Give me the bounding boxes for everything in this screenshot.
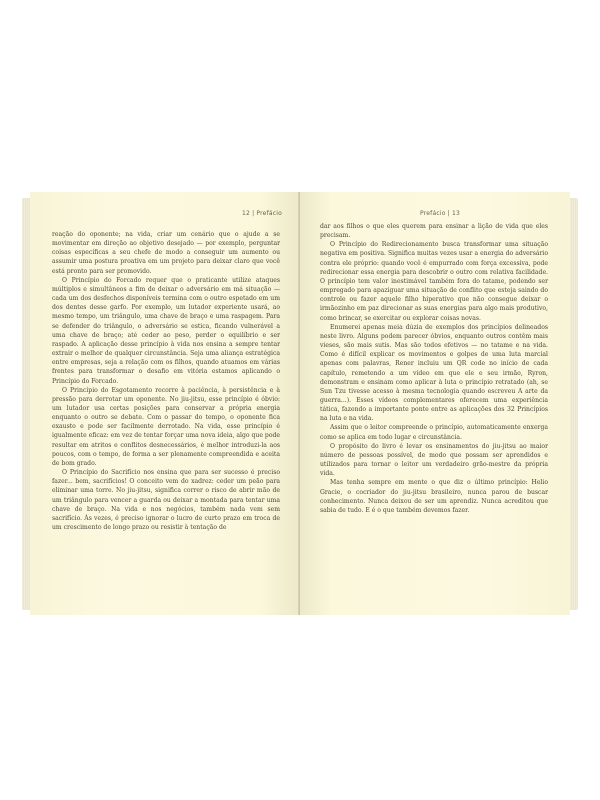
right-page-text bbox=[320, 222, 548, 515]
right-page-header: Prefácio | 13 bbox=[420, 210, 461, 217]
paragraph: dar aos filhos o que eles querem para ensinar a lição de vida que eles precisam. bbox=[320, 223, 548, 240]
paragraph: O Princípio do Forcado requer que o praticante utilize ataques múltiplos e simultâneos a fim de deixar o adversário em má situação — cada um dos desfechos disponíveis termina com o outro espetado em um dos dentes desse garfo. Por exemplo, um lutador experiente usará, ao mesmo tempo, um triângulo, uma chave de braço e uma raspagem. Para se defender do triângulo, o adversário se estica, ficando vulnerável a uma chave de braço; até ceder ao peso, perder o equilíbrio e ser raspado. A aplicação desse princípio à vida nos ensina a sempre tentar extrair o melhor de qualquer circunstância. Seja uma aliança estratégica entre empresas, seja a relação com os filhos, quando atuamos em várias frentes para transformar o desafio em vitória estamos aplicando o Princípio do Forcado. bbox=[52, 276, 280, 385]
paragraph: Enumerei apenas meia dúzia de exemplos dos princípios delineados neste livro. Alguns podem parecer óbvios, enquanto outros contêm mais vieses, são mais sutis. Mas são todos efetivos — no tatame e na vida. Como é difícil explicar os movimentos e golpes de uma luta marcial apenas com palavras, Rener incluiu um QR code no início de cada capítulo, remetendo a um vídeo em que ele e seu irmão, Ryron, demonstram e ensinam como aplicar à luta o princípio retratado (ah, se Sun Tzu tivesse acesso à mesma tecnologia quando escreveu A arte da guerra...). Esses vídeos complementares oferecem uma experiência tática, fazendo a importante ponte entre as aplicações dos 32 Princípios na luta e na vida. bbox=[320, 323, 548, 423]
page-edges-left bbox=[22, 198, 30, 610]
open-book bbox=[22, 192, 578, 615]
right-page bbox=[300, 192, 570, 615]
paragraph: O Princípio do Redirecionamento busca transformar uma situação negativa em positiva. Significa muitas vezes usar a energia do adversário contra ele próprio: quando você é empurrado com força excessiva, pode redirecionar essa energia para descobrir o outro com relativa facilidade. O princípio tem valor inestimável também fora do tatame, podendo ser empregado para apaziguar uma situação de conflito que esteja saindo do controle ou fazer aquele filho hiperativo que não consegue deixar o irmãozinho em paz direcionar as suas energias para algo mais produtivo, como brincar, se exercitar ou explorar coisas novas. bbox=[320, 241, 548, 322]
paragraph: Mas tenha sempre em mente o que diz o último princípio: Helio Gracie, o cocriador do jiu-jitsu brasileiro, nunca parou de buscar conhecimento. Nunca deixou de ser um aprendiz. Nunca acreditou que sabia de tudo. E é o que também devemos fazer. bbox=[320, 479, 548, 514]
paragraph: O propósito do livro é levar os ensinamentos do jiu-jitsu ao maior número de pessoas possível, de modo que possam ser aprendidos e utilizados para tornar o leitor um verdadeiro grão-mestre da própria vida. bbox=[320, 442, 548, 478]
paragraph: reação do oponente; na vida, criar um cenário que o ajude a se movimentar em direção ao objetivo desejado — por exemplo, perguntar coisas específicas a seu chefe de modo a conseguir um aumento ou assumir uma postura proativa em um projeto para deixar claro que você está pronto para ser promovido. bbox=[52, 231, 280, 275]
paragraph: Assim que o leitor compreende o princípio, automaticamente enxerga como se aplica em todo lugar e circunstância. bbox=[320, 424, 548, 441]
paragraph: O Princípio do Sacrifício nos ensina que para ser sucesso é preciso fazer... bem, sacrifícios! O conceito vem do xadrez: ceder um peão para eliminar uma torre. No jiu-jitsu, significa correr o risco de abrir mão de um triângulo para vencer a guarda ou deixar a montada para tentar uma chave de braço. Na vida e nos negócios, também nada vem sem sacrifício. Às vezes, é preciso ignorar o lucro de curto prazo em troca de um crescimento de longo prazo ou resistir à tentação de bbox=[52, 469, 280, 531]
page-edges-right bbox=[570, 198, 578, 610]
paragraph: O Princípio do Esgotamento recorre à paciência, à persistência e à pressão para derrotar um oponente. No jiu-jitsu, esse princípio é óbvio: um lutador usa certas posições para conservar a própria energia enquanto o outro se debate. Com o passar do tempo, o oponente fica exausto e pode ser facilmente derrotado. Na vida, esse princípio é igualmente eficaz: em vez de tentar forçar uma nova ideia, algo que pode resultar em atritos e conflitos desnecessários, é melhor introduzi-la aos poucos, com o tempo, de forma a ser plenamente compreendida e aceita de bom grado. bbox=[52, 386, 280, 467]
left-page bbox=[30, 192, 300, 615]
left-page-text bbox=[52, 230, 280, 532]
left-page-header: 12 | Prefácio bbox=[241, 210, 282, 217]
